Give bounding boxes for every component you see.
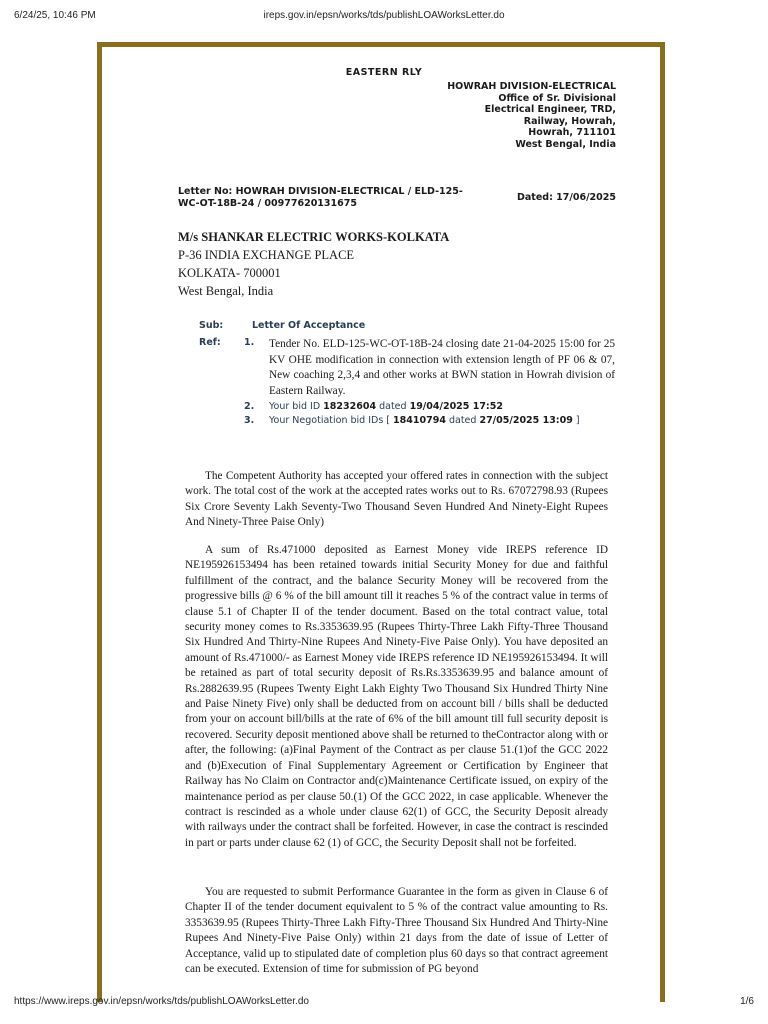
reference-text: Tender No. ELD-125-WC-OT-18B-24 closing date 21-04-2025 15:00 for 25 KV OHE modification in connection with extension length of PF 06 & 07, New coaching 2,3,4 and other works at BWN station in Howrah division of Eastern Railway. [269,338,615,397]
negotiation-suffix: ] [575,415,580,426]
print-footer-url: https://www.ireps.gov.in/epsn/works/tds/publishLOAWorksLetter.do [14,996,309,1007]
addressee-line: P-36 INDIA EXCHANGE PLACE [178,248,355,262]
reference-label: Ref: [199,337,221,348]
paragraph-security-money [185,543,608,851]
office-line: Office of Sr. Divisional [498,92,616,104]
addressee-firm: M/s SHANKAR ELECTRIC WORKS-KOLKATA [178,230,450,244]
reference-item [244,337,615,399]
paragraph-performance-guarantee [185,885,608,977]
reference-text [269,415,615,427]
paragraph-text: You are requested to submit Performance Guarantee in the form as given in Clause 6 of Chapter II of the tender document equivalent to 5 % of the contract value amounting to Rs. 3353639.95 (Rupees Thirty-Three Lakh Fifty-Three Thousand Six Hundred And Thirty-Nine Rupees And Ninety-Five Paise Only) within 21 days from the date of issue of Letter of Acceptance, valid up to stipulated date of completion plus 60 days so that contract agreement can be executed. Extension of time for submission of PG beyond [185,886,608,976]
reference-row [199,337,615,429]
office-line: Howrah, 711101 [528,127,616,139]
letter-date: Dated: 17/06/2025 [516,192,616,203]
railway-name: EASTERN RLY [345,67,423,78]
subject-row [199,320,615,331]
reference-list [244,337,615,429]
addressee-block [178,228,449,300]
print-datetime: 6/24/25, 10:46 PM [14,10,96,21]
letter-number: Letter No: HOWRAH DIVISION-ELECTRICAL / ELD-125-WC-OT-18B-24 / 00977620131675 [178,186,463,209]
office-line: West Bengal, India [515,138,616,150]
office-line: Railway, Howrah, [523,115,616,127]
reference-text [269,401,615,413]
addressee-line: KOLKATA- 700001 [178,266,281,280]
bid-prefix: Your bid ID [269,401,321,412]
paragraph-text: The Competent Authority has accepted your offered rates in connection with the subject work. The total cost of the work at the accepted rates works out to Rs. 67072798.93 (Rupees Six Crore Seventy Lakh Seventy-Two Thousand Seven Hundred And Ninety-Eight Rupees And Ninety-Three Paise Only) [185,470,608,529]
bid-dated: dated [379,401,407,412]
paragraph-acceptance [185,469,608,531]
page-number: 1/6 [740,996,754,1007]
reference-number: 2. [244,401,255,412]
subject-label: Sub: [199,320,224,331]
paragraph-text: A sum of Rs.471000 deposited as Earnest Money vide IREPS reference ID NE195926153494 has been retained towards initial Security Money for due and faithful fulfillment of the contract, and the balance Security Money will be recovered from the progressive bills @ 6 % of the bill amount till it reaches 5 % of the contract value in terms of clause 5.1 of Chapter II of the tender document. Based on the total contract value, total security money comes to Rs.3353639.95 (Rupees Thirty-Three Lakh Fifty-Three Thousand Six Hundred And Thirty-Nine Rupees And Ninety-Five Paise Only). You have deposited an amount of Rs.471000/- as Earnest Money vide IREPS reference ID NE195926153494. It will be retained as part of total security deposit of Rs.Rs.3353639.95 and balance amount of Rs.2882639.95 (Rupees Twenty Eight Lakh Eighty Two Thousand Six Hundred Thirty Nine and Paise Ninety Five) only shall be deducted from on account bill / bills shall be deducted from your on account bill/bills at the rate of 6% of the bill amount till full security deposit is recovered. Security deposit mentioned above shall be returned to theContractor along with or after, the following: (a)Final Payment of the Contract as per clause 51.(1)of the GCC 2022 and (b)Execution of Final Supplementary Agreement or Certification by Engineer that Railway has No Claim on Contractor and(c)Maintenance Certificate issued, on expiry of the maintenance period as per clause 50.(1) Of the GCC 2022, in case applicable. Whenever the contract is rescinded as a whole under clause 62(1) of GCC, the Security Deposit already with railways under the contract shall be forfeited. However, in case the contract is rescinded in part or parts under clause 62 (1) of GCC, the Security Deposit shall not be forfeited. [185,544,608,849]
subject-text: Letter Of Acceptance [252,320,366,331]
addressee-line: West Bengal, India [178,284,274,298]
subject-reference-block [199,320,615,429]
office-address [406,81,616,151]
print-header-url: ireps.gov.in/epsn/works/tds/publishLOAWorksLetter.do [263,10,505,21]
negotiation-date: 27/05/2025 13:09 [479,415,573,426]
negotiation-dated: dated [448,415,477,426]
negotiation-prefix: Your Negotiation bid IDs [ [269,415,391,426]
bid-date: 19/04/2025 17:52 [409,401,503,412]
division-name: HOWRAH DIVISION-ELECTRICAL [447,81,616,92]
bid-id: 18232604 [323,401,377,412]
reference-number: 1. [244,337,255,348]
reference-item [244,415,615,427]
negotiation-bid-id: 18410794 [393,415,446,426]
reference-item [244,401,615,413]
office-line: Electrical Engineer, TRD, [484,104,616,116]
reference-number: 3. [244,415,255,426]
